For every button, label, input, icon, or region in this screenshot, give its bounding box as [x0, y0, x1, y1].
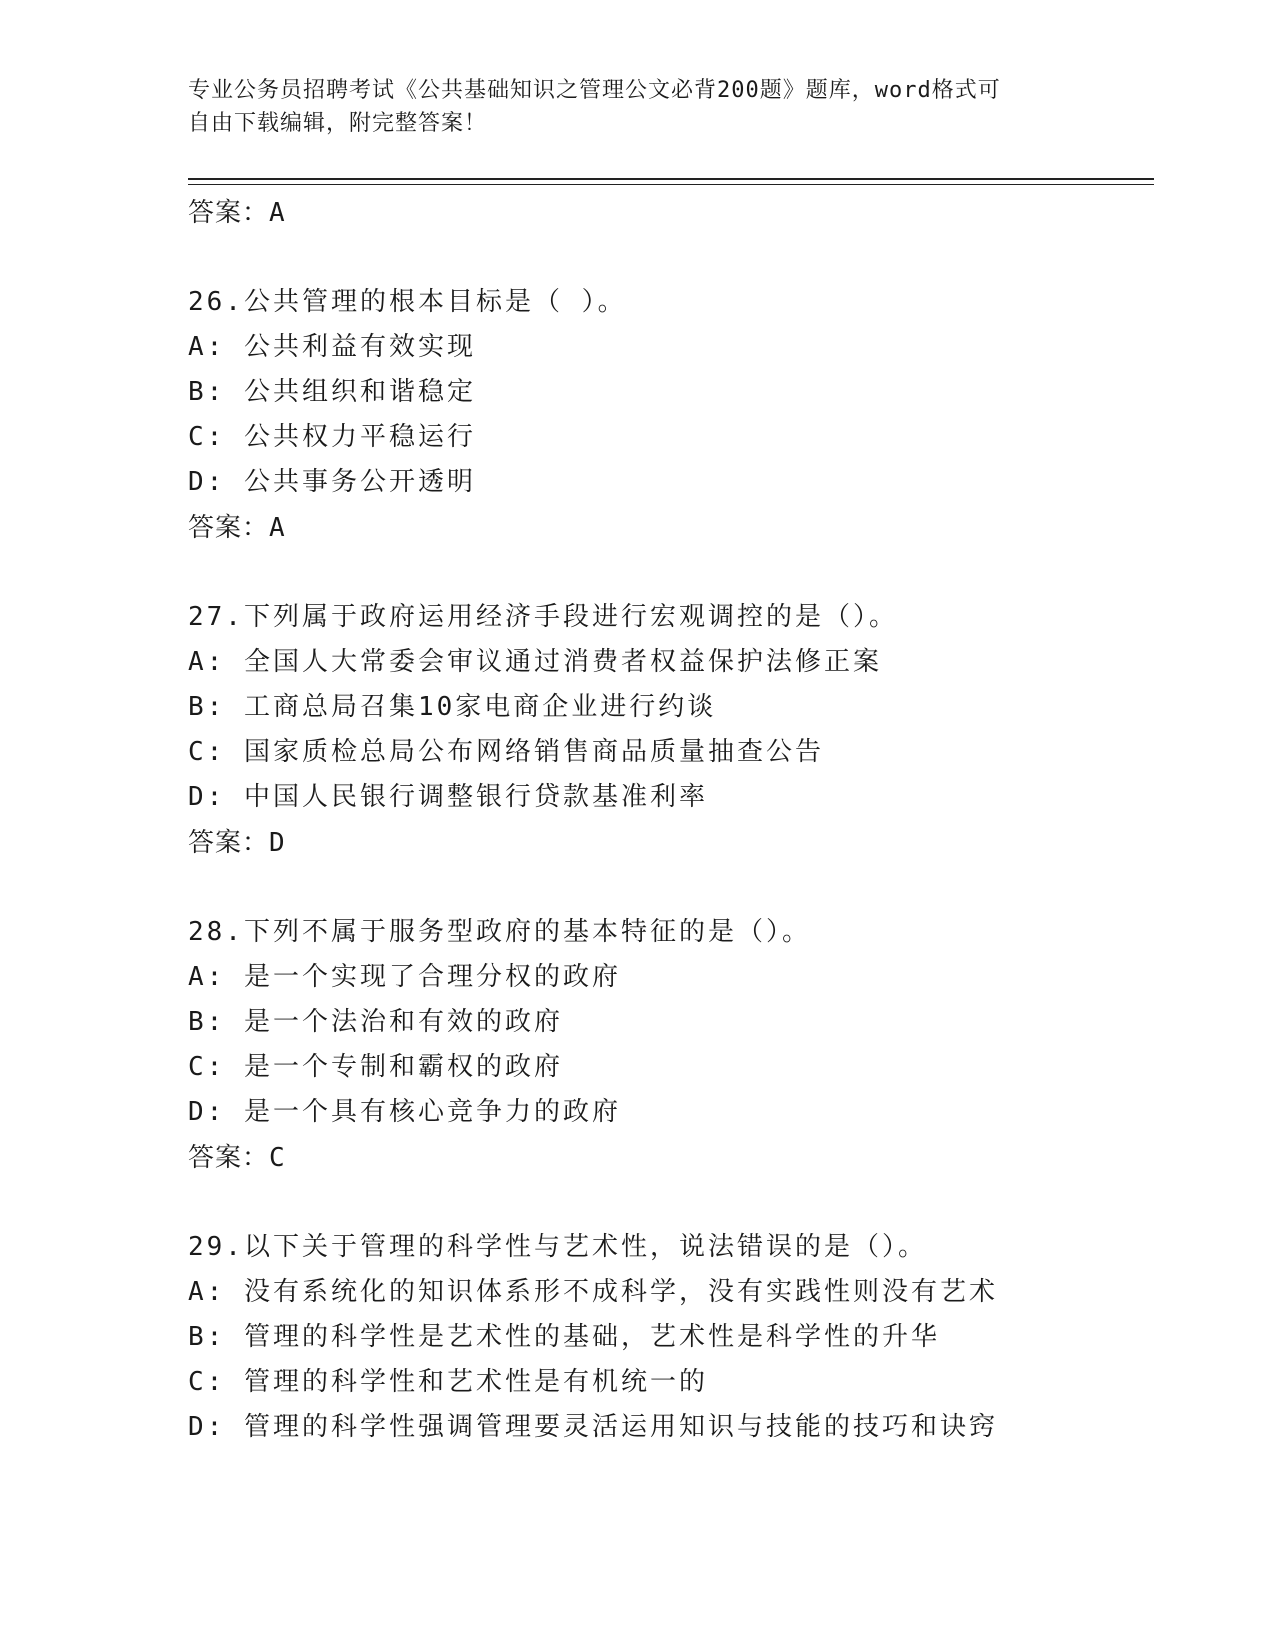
question-27 — [188, 595, 1154, 866]
answer-value: C — [269, 1143, 286, 1173]
answer-line — [188, 1135, 1154, 1181]
option-d: D: 是一个具有核心竞争力的政府 — [188, 1097, 621, 1127]
option-c: C: 公共权力平稳运行 — [188, 422, 476, 452]
option-a: A: 公共利益有效实现 — [188, 332, 476, 362]
option-b: B: 管理的科学性是艺术性的基础，艺术性是科学性的升华 — [188, 1322, 940, 1352]
option-d: D: 管理的科学性强调管理要灵活运用知识与技能的技巧和诀窍 — [188, 1412, 998, 1442]
answer-line — [188, 820, 1154, 866]
option-d: D: 中国人民银行调整银行贷款基准利率 — [188, 782, 708, 812]
question-list — [188, 188, 1154, 1450]
header-line-1: 专业公务员招聘考试《公共基础知识之管理公文必背200题》题库，word格式可 — [188, 78, 1001, 103]
answer-line — [188, 505, 1154, 551]
header-rule-thin — [188, 184, 1154, 185]
header-line-2: 自由下载编辑，附完整答案！ — [188, 111, 488, 136]
answer-value: D — [269, 828, 286, 858]
question-stem: 27.下列属于政府运用经济手段进行宏观调控的是（）。 — [188, 602, 898, 632]
option-a: A: 全国人大常委会审议通过消费者权益保护法修正案 — [188, 647, 882, 677]
option-c: C: 是一个专制和霸权的政府 — [188, 1052, 563, 1082]
option-b: B: 公共组织和谐稳定 — [188, 377, 476, 407]
answer-label: 答案： — [188, 1143, 270, 1173]
question-28 — [188, 910, 1154, 1181]
answer-label: 答案： — [188, 513, 270, 543]
question-26 — [188, 280, 1154, 551]
answer-label: 答案： — [188, 828, 270, 858]
answer-label: 答案： — [188, 198, 270, 228]
question-stem: 29.以下关于管理的科学性与艺术性，说法错误的是（）。 — [188, 1232, 927, 1262]
question-stem: 28.下列不属于服务型政府的基本特征的是（）。 — [188, 917, 811, 947]
option-c: C: 管理的科学性和艺术性是有机统一的 — [188, 1367, 708, 1397]
option-b: B: 是一个法治和有效的政府 — [188, 1007, 563, 1037]
answer-value: A — [269, 198, 286, 228]
question-29 — [188, 1225, 1154, 1450]
answer-value: A — [269, 513, 286, 543]
option-b: B: 工商总局召集10家电商企业进行约谈 — [188, 692, 717, 722]
option-a: A: 没有系统化的知识体系形不成科学，没有实践性则没有艺术 — [188, 1277, 998, 1307]
option-d: D: 公共事务公开透明 — [188, 467, 476, 497]
option-a: A: 是一个实现了合理分权的政府 — [188, 962, 621, 992]
document-header — [188, 74, 1068, 140]
option-c: C: 国家质检总局公布网络销售商品质量抽查公告 — [188, 737, 824, 767]
question-stem: 26.公共管理的根本目标是（ ）。 — [188, 287, 627, 317]
header-rule-thick — [188, 178, 1154, 180]
answer-line — [188, 190, 1154, 236]
